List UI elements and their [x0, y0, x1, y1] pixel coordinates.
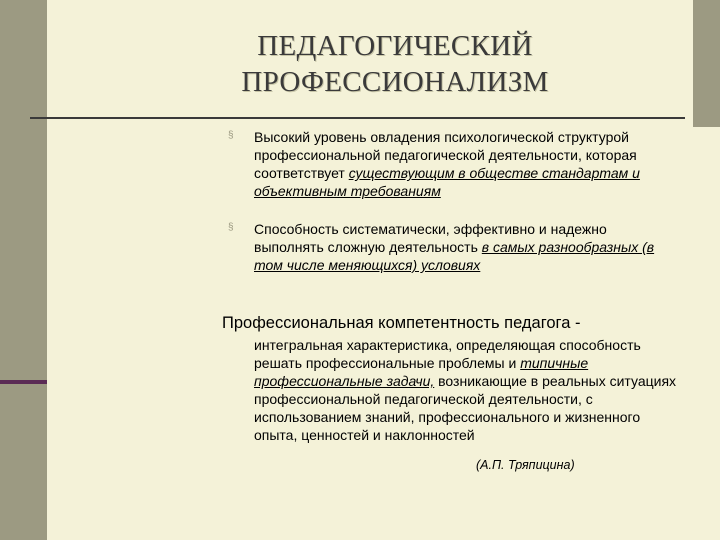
left-decorative-bar: [0, 0, 47, 540]
bullet-1-text: Высокий уровень овладения психологической структурой профессиональной педагогической деятельности, которая соответствует: [254, 129, 637, 181]
bullet-2-text: Способность систематически, эффективно и надежно выполнять сложную деятельность: [254, 221, 607, 255]
bullet-item-2: [254, 220, 674, 274]
competence-text-1: интегральная характеристика, определяющая способность решать профессиональные проблемы и: [254, 337, 641, 371]
title-line-1: ПЕДАГОГИЧЕСКИЙ: [257, 30, 533, 62]
competence-text-2: возникающие в реальных ситуациях профессиональной педагогической деятельности, с использованием знаний, профессионального и жизненного опыта, ценностей и наклонностей: [254, 373, 677, 443]
competence-definition: [254, 336, 684, 444]
slide-title: [180, 28, 610, 100]
author-citation: (А.П. Тряпицина): [476, 458, 575, 472]
bullet-2-emphasis: в самых разнообразных (в том числе меняющихся) условиях: [254, 239, 655, 273]
competence-heading: Профессиональная компетентность педагога -: [222, 314, 581, 332]
title-divider: [30, 117, 685, 119]
bullet-marker-1: §: [228, 130, 234, 141]
bullet-marker-2: §: [228, 222, 234, 233]
bullet-item-1: [254, 128, 674, 200]
left-accent-line: [0, 380, 47, 384]
title-line-2: ПРОФЕССИОНАЛИЗМ: [241, 66, 549, 98]
bullet-1-emphasis: существующим в обществе стандартам и объективным требованиям: [254, 165, 640, 199]
competence-emphasis: типичные профессиональные задачи,: [254, 355, 589, 389]
right-decorative-bar: [693, 0, 720, 127]
